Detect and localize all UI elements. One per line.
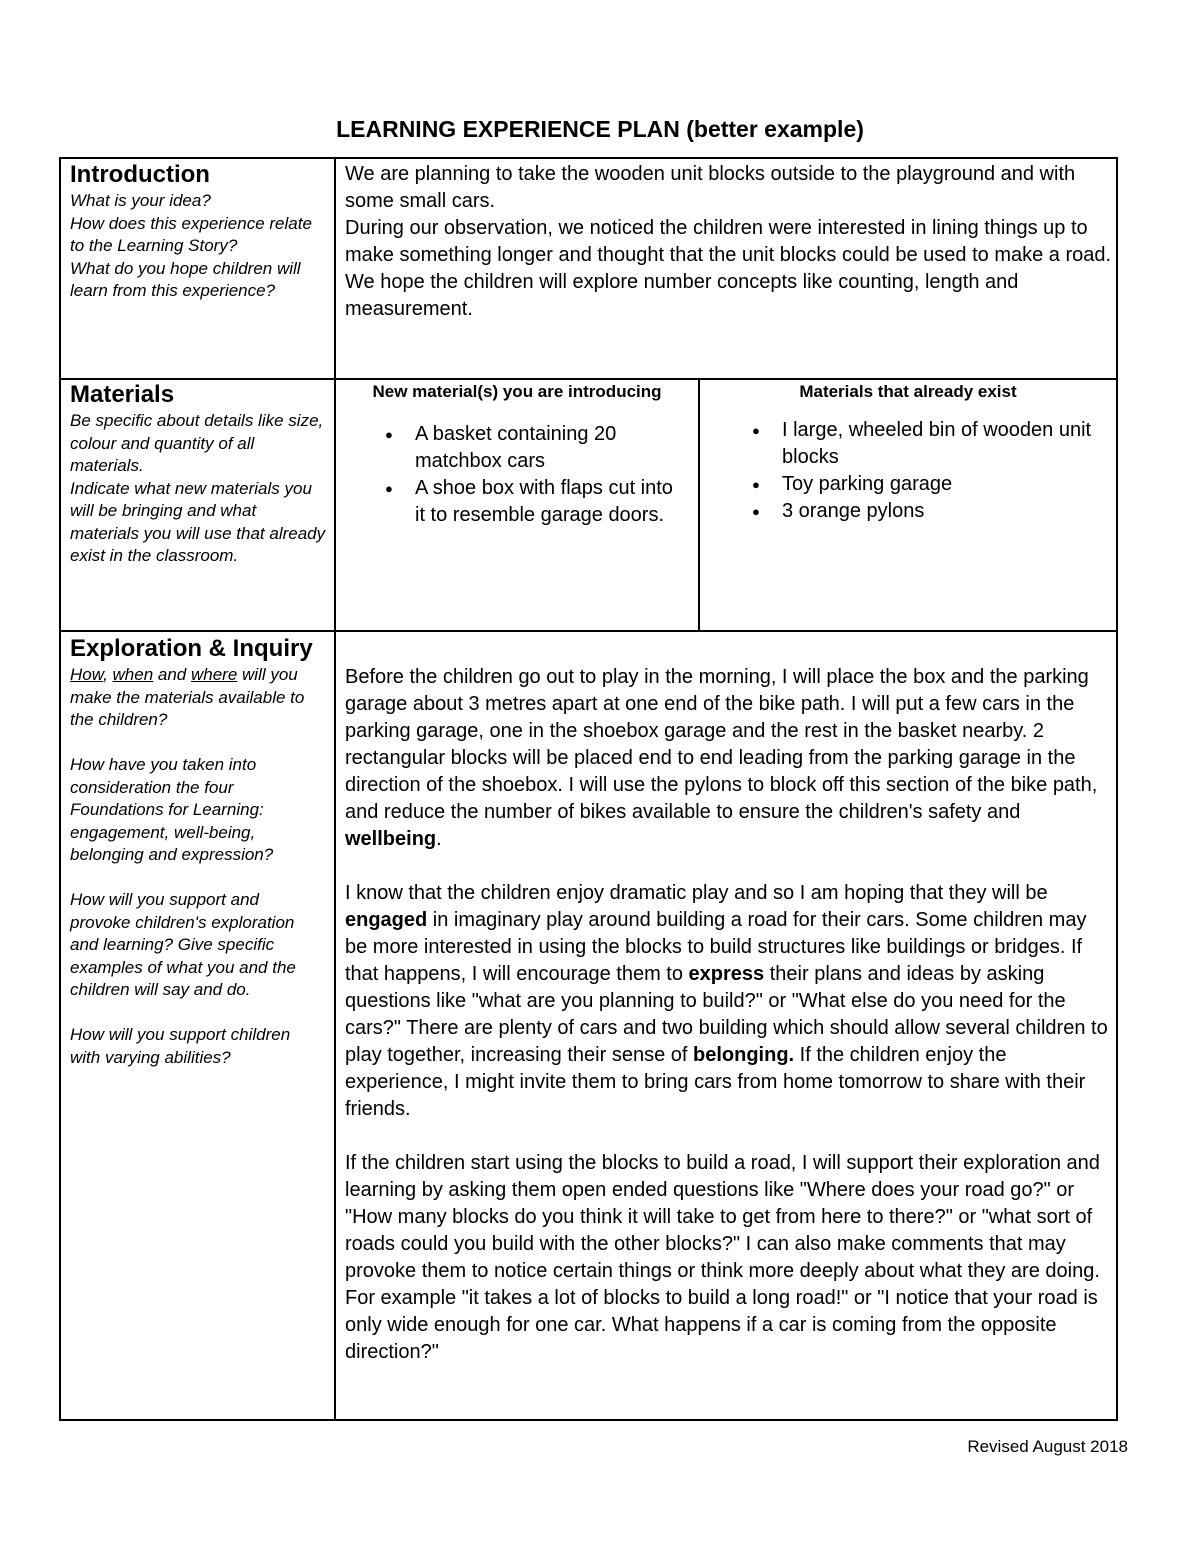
introduction-prompt-3: What do you hope children will learn from this experience? [70,258,301,300]
exploration-prompt-3: How will you support and provoke children's exploration and learning? Give specific examples of what you and the children will say and do. [70,890,296,999]
column-divider [334,159,336,1419]
row-divider-2 [61,630,1116,632]
revision-footer: Revised August 2018 [967,1437,1128,1456]
introduction-prompt-2: How does this experience relate to the Learning Story? [70,213,312,255]
existing-materials-list [702,417,1114,525]
list-item: ● Toy parking garage [782,471,1108,498]
materials-prompt-2: Indicate what new materials you will be bringing and what materials you will use that already exist in the classroom. [70,478,326,565]
introduction-prompt-1: What is your idea? [70,191,211,210]
existing-materials-cell [702,381,1114,525]
exploration-prompt-2: How have you taken into consideration the four Foundations for Learning: engagement, well-being, belonging and expression? [70,755,274,864]
exploration-paragraph-1: Before the children go out to play in the morning, I will place the box and the parking garage about 3 metres apart at one end of the bike path. I will put a few cars in the parking garage, one in the shoebox garage and the rest in the basket nearby. 2 rectangular blocks will be placed end to end leading from the parking garage in the direction of the shoebox. I will use the pylons to block off this section of the bike path, and reduce the number of bikes available to ensure the children's safety and wellbeing. [345,666,1098,850]
list-item: ● A basket containing 20 matchbox cars [415,421,688,475]
exploration-paragraph-3: If the children start using the blocks to build a road, I will support their exploration and learning by asking them open ended questions like "Where does your road go?" or "How many blocks do you think it will take to get from here to there?" or "what sort of roads could you build with the other blocks?" I can also make comments that may provoke them to notice certain things or think more deeply about what they are doing. For example "it takes a lot of blocks to build a long road!" or "I notice that your road is only wide enough for one car. What happens if a car is coming from the opposite direction?" [345,1152,1100,1363]
exploration-content-cell [345,664,1113,1366]
list-item: ● I large, wheeled bin of wooden unit blocks [782,417,1108,471]
introduction-label-cell [70,160,328,303]
exploration-paragraph-2: I know that the children enjoy dramatic play and so I am hoping that they will be engaged in imaginary play around building a road for their cars. Some children may be more interested in using the blocks to build structures like buildings or bridges. If that happens, I will encourage them to express their plans and ideas by asking questions like "what are you planning to build?" or "What else do you need for the cars?" There are plenty of cars and two building which should allow several children to play together, increasing their sense of belonging. If the children enjoy the experience, I might invite them to bring cars from home tomorrow to share with their friends. [345,882,1108,1120]
introduction-heading: Introduction [70,161,210,188]
exploration-label-cell [70,634,315,1069]
introduction-paragraph-2: During our observation, we noticed the children were interested in lining things up to make something longer and thought that the unit blocks could be used to make a road. [345,217,1112,266]
page-title: LEARNING EXPERIENCE PLAN (better example) [336,116,864,142]
introduction-paragraph-1: We are planning to take the wooden unit blocks outside to the playground and with some small cars. [345,163,1076,212]
exploration-prompt-4: How will you support children with varying abilities? [70,1025,291,1067]
list-item: ● 3 orange pylons [782,498,1108,525]
materials-divider [698,379,700,631]
plan-table [59,157,1118,1421]
list-item: ● A shoe box with flaps cut into it to resemble garage doors. [415,475,688,529]
introduction-paragraph-3: We hope the children will explore number concepts like counting, length and measurement. [345,271,1019,320]
materials-label-cell [70,380,328,568]
existing-materials-header: Materials that already exist [799,382,1017,401]
exploration-heading: Exploration & Inquiry [70,635,313,662]
introduction-content-cell [345,161,1113,323]
materials-prompt-1: Be specific about details like size, colour and quantity of all materials. [70,411,324,475]
new-materials-cell [338,381,696,529]
new-materials-header: New material(s) you are introducing [372,382,662,401]
new-materials-list [338,421,696,529]
exploration-prompt-1: How, when and where will you make the materials available to the children? [70,665,305,729]
materials-heading: Materials [70,381,175,408]
